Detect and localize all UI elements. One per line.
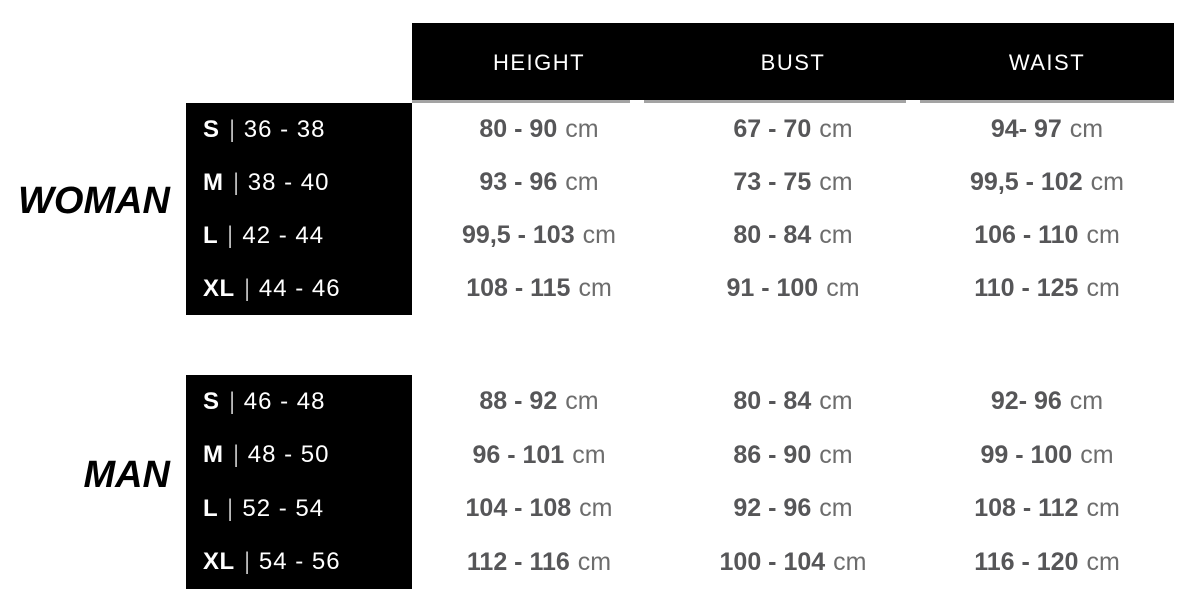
measurement-range: 92 - 96 <box>733 494 812 523</box>
measurement-cell-height <box>412 375 666 429</box>
measurement-row <box>412 536 1174 590</box>
measurement-range: 92- 96 <box>990 387 1062 416</box>
size-separator: | <box>228 221 233 249</box>
size-separator: | <box>228 494 233 522</box>
header-cell-waist: WAIST <box>1008 50 1086 75</box>
measurement-range: 94- 97 <box>990 115 1062 143</box>
measurement-cell-waist <box>920 156 1174 209</box>
measurement-row <box>412 482 1174 536</box>
measurement-unit: cm <box>819 440 853 469</box>
size-letter: M <box>203 168 224 196</box>
measurement-row <box>412 429 1174 483</box>
measurement-cell-bust <box>666 536 920 590</box>
measurement-cell-waist <box>920 103 1174 156</box>
group-label-woman: WOMAN <box>18 180 170 222</box>
measurement-cell-waist <box>920 262 1174 315</box>
measurement-unit: cm <box>572 440 606 469</box>
measurement-unit: cm <box>819 494 853 523</box>
size-box-man <box>186 375 412 589</box>
measurement-cell-bust <box>666 482 920 536</box>
measurement-range: 67 - 70 <box>733 115 812 143</box>
measurement-cell-waist <box>920 209 1174 262</box>
measurement-range: 91 - 100 <box>726 274 819 302</box>
size-row <box>186 536 412 590</box>
measurement-range: 104 - 108 <box>465 494 572 523</box>
measurement-unit: cm <box>819 387 853 416</box>
size-letter: XL <box>203 548 235 576</box>
measurement-cell-bust <box>666 209 920 262</box>
measurement-unit: cm <box>1069 387 1104 416</box>
measurement-unit: cm <box>1069 115 1104 143</box>
measurement-range: 99,5 - 102 <box>970 168 1083 196</box>
size-eu-range: 36 - 38 <box>243 115 326 143</box>
measurement-cell-height <box>412 156 666 209</box>
measurement-range: 106 - 110 <box>974 221 1079 249</box>
measurement-header-bar <box>412 23 1174 103</box>
size-row <box>186 429 412 483</box>
measurement-unit: cm <box>582 221 616 249</box>
size-eu-range: 52 - 54 <box>242 494 325 522</box>
size-separator: | <box>244 274 249 302</box>
measurement-cell-height <box>412 262 666 315</box>
size-eu-range: 38 - 40 <box>247 168 330 196</box>
size-row <box>186 156 412 209</box>
measurement-range: 80 - 84 <box>733 387 812 416</box>
measurement-unit: cm <box>565 387 599 416</box>
size-letter: L <box>203 221 219 249</box>
measurement-cell-height <box>412 103 666 156</box>
size-eu-range: 46 - 48 <box>243 387 326 415</box>
measurement-cell-waist <box>920 429 1174 483</box>
size-separator: | <box>229 115 234 143</box>
measurement-range: 99 - 100 <box>980 440 1073 469</box>
measurement-range: 116 - 120 <box>974 547 1079 576</box>
measurement-cell-waist <box>920 375 1174 429</box>
measurement-cell-bust <box>666 262 920 315</box>
measurement-range: 88 - 92 <box>479 387 558 416</box>
header-cell-height: HEIGHT <box>492 50 586 75</box>
measurement-unit: cm <box>1086 221 1120 249</box>
size-eu-range: 44 - 46 <box>258 274 341 302</box>
measurement-unit: cm <box>1086 547 1120 576</box>
measurement-cell-bust <box>666 429 920 483</box>
measurement-row <box>412 375 1174 429</box>
measurement-range: 80 - 84 <box>733 221 812 249</box>
size-letter: L <box>203 494 219 522</box>
measurement-unit: cm <box>578 274 612 302</box>
size-eu-range: 54 - 56 <box>258 548 341 576</box>
size-letter: XL <box>203 274 235 302</box>
measurement-unit: cm <box>826 274 860 302</box>
measurement-row <box>412 103 1174 156</box>
size-row <box>186 262 412 315</box>
measurement-range: 93 - 96 <box>479 168 558 196</box>
group-label-man: MAN <box>83 454 170 496</box>
measurement-range: 73 - 75 <box>733 168 812 196</box>
measurement-cell-height <box>412 482 666 536</box>
measurement-cell-height <box>412 209 666 262</box>
measurement-cell-bust <box>666 156 920 209</box>
measurement-unit: cm <box>1080 440 1114 469</box>
header-cell-bust: BUST <box>760 50 826 75</box>
measurement-unit: cm <box>565 115 599 143</box>
measurement-range: 100 - 104 <box>719 547 826 576</box>
size-letter: S <box>203 387 220 415</box>
size-eu-range: 48 - 50 <box>247 441 330 469</box>
size-eu-range: 42 - 44 <box>242 221 325 249</box>
measurement-unit: cm <box>819 168 853 196</box>
measurement-range: 96 - 101 <box>472 440 565 469</box>
measurement-unit: cm <box>819 221 853 249</box>
measurement-unit: cm <box>1086 494 1120 523</box>
size-letter: M <box>203 441 224 469</box>
measurement-range: 108 - 112 <box>974 494 1079 523</box>
measurement-range: 86 - 90 <box>733 440 812 469</box>
measurement-cell-bust <box>666 375 920 429</box>
measurement-unit: cm <box>1090 168 1124 196</box>
measurement-unit: cm <box>1086 274 1120 302</box>
measurement-range: 80 - 90 <box>479 115 558 143</box>
measurement-unit: cm <box>577 547 612 576</box>
measurement-row <box>412 156 1174 209</box>
measurements-woman <box>412 103 1174 315</box>
size-row <box>186 209 412 262</box>
measurement-row <box>412 262 1174 315</box>
measurement-unit: cm <box>833 547 867 576</box>
measurement-cell-height <box>412 429 666 483</box>
size-row <box>186 375 412 429</box>
measurement-cell-waist <box>920 482 1174 536</box>
measurement-range: 112 - 116 <box>466 547 570 576</box>
size-letter: S <box>203 115 220 143</box>
measurement-unit: cm <box>565 168 599 196</box>
measurement-cell-height <box>412 536 666 590</box>
measurement-cell-waist <box>920 536 1174 590</box>
measurement-row <box>412 209 1174 262</box>
measurements-man <box>412 375 1174 589</box>
size-separator: | <box>233 168 238 196</box>
measurement-range: 108 - 115 <box>466 274 571 302</box>
size-box-woman <box>186 103 412 315</box>
measurement-cell-bust <box>666 103 920 156</box>
measurement-range: 99,5 - 103 <box>462 221 575 249</box>
size-separator: | <box>244 548 249 576</box>
size-row <box>186 103 412 156</box>
measurement-unit: cm <box>819 115 853 143</box>
measurement-range: 110 - 125 <box>974 274 1079 302</box>
size-separator: | <box>229 387 234 415</box>
size-row <box>186 482 412 536</box>
measurement-unit: cm <box>579 494 613 523</box>
size-separator: | <box>233 441 238 469</box>
